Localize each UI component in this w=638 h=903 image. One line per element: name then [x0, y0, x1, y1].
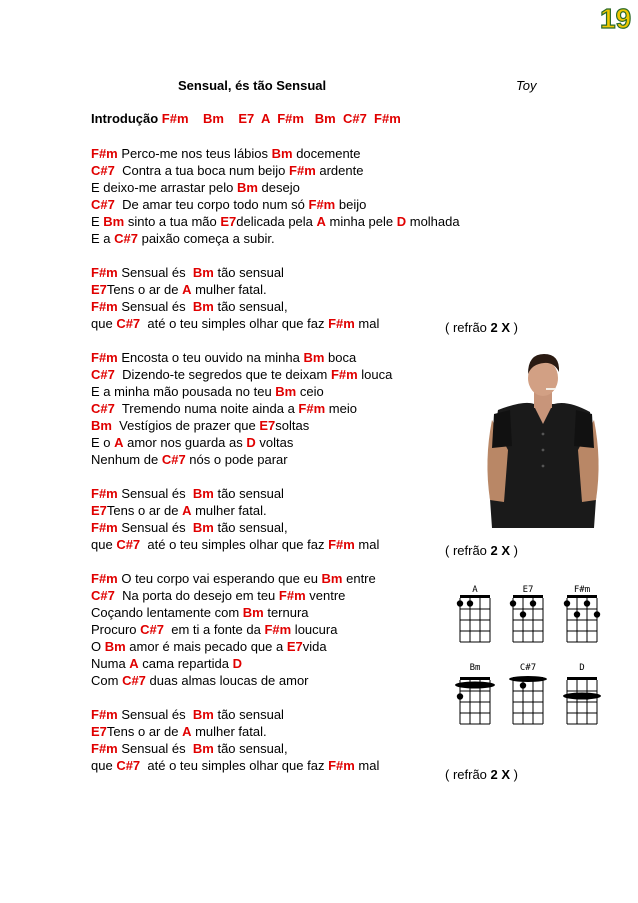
lyric-text: Nenhum de	[91, 452, 162, 467]
chord-name: F#m	[91, 299, 118, 314]
chord-name: Bm	[91, 418, 112, 433]
chord-name: C#7	[161, 452, 186, 467]
lyric-text: até o teu simples olhar que faz	[140, 758, 329, 773]
intro-chord: A	[261, 111, 270, 126]
lyric-text: De amar teu corpo todo num só	[114, 197, 309, 212]
chord-name: Bm	[104, 639, 126, 654]
lyric-text: Encosta o teu ouvido na minha	[117, 350, 304, 365]
chord-name: C#7	[116, 316, 141, 331]
lyric-text: amor nos guarda as	[123, 435, 247, 450]
chord-diagrams	[455, 580, 615, 740]
chord-name: A	[129, 656, 139, 671]
finger-dot	[510, 600, 516, 606]
lyric-text: tão sensual	[213, 486, 284, 501]
lyric-line	[91, 502, 541, 519]
song-artist: Toy	[516, 78, 537, 93]
chord-name: E7	[286, 639, 303, 654]
lyric-text: louca	[357, 367, 393, 382]
lyric-line	[91, 264, 541, 281]
lyric-text: E deixo-me arrastar pelo	[91, 180, 237, 195]
chord-name: C#7	[91, 401, 115, 416]
chord-name: A	[182, 503, 192, 518]
lyric-text: mal	[354, 758, 380, 773]
chord-nut	[567, 595, 597, 598]
lyric-text: tão sensual,	[213, 520, 288, 535]
lyric-text: mulher fatal.	[191, 724, 267, 739]
chord-name: F#m	[264, 622, 292, 637]
refrain-prefix: ( refrão	[445, 543, 491, 558]
chord-nut	[567, 677, 597, 680]
lyric-text: Tens o ar de	[106, 282, 183, 297]
lyric-text: mal	[354, 316, 380, 331]
lyric-line	[91, 281, 541, 298]
lyric-line	[91, 349, 541, 366]
lyric-text: boca	[324, 350, 357, 365]
lyric-text: Contra a tua boca num beijo	[114, 163, 290, 178]
lyric-text: Vestígios de prazer que	[111, 418, 260, 433]
chord-name: Bm	[303, 350, 325, 365]
page-number-graphic	[598, 2, 636, 32]
lyric-line	[91, 485, 541, 502]
chord-nut	[460, 677, 490, 680]
chord-name: F#m	[298, 401, 326, 416]
chord-name: F#m	[330, 367, 358, 382]
refrain-suffix: )	[510, 543, 518, 558]
lyric-text: duas almas loucas de amor	[145, 673, 309, 688]
lyric-line	[91, 519, 541, 536]
chord-name: C#7	[91, 367, 115, 382]
lyric-text: ardente	[315, 163, 364, 178]
lyric-text: paixão começa a subir.	[137, 231, 275, 246]
chord-name: E7	[91, 282, 107, 297]
lyric-text: voltas	[255, 435, 294, 450]
lyric-text: que	[91, 537, 117, 552]
lyric-line	[91, 230, 541, 247]
chord-name: Bm	[271, 146, 293, 161]
chord-name: E7	[91, 724, 107, 739]
chord-name: E7	[220, 214, 237, 229]
song-title: Sensual, és tão Sensual	[178, 78, 327, 93]
page-number-text: 19	[600, 3, 632, 32]
lyric-text: tão sensual,	[213, 741, 288, 756]
chord-diagram-label: E7	[522, 585, 534, 595]
lyric-line	[91, 740, 541, 757]
barre-bar	[563, 693, 601, 700]
finger-dot	[574, 611, 580, 617]
chord-name: A	[316, 214, 326, 229]
lyric-text: Sensual és	[117, 707, 193, 722]
lyric-text: beijo	[335, 197, 367, 212]
lyric-line	[91, 400, 541, 417]
lyric-text: E	[91, 214, 104, 229]
chord-nut	[513, 595, 543, 598]
intro-chord: E7	[238, 111, 255, 126]
artist-photo	[484, 350, 602, 528]
intro-chord: Bm	[314, 111, 336, 126]
lyric-text: ternura	[263, 605, 309, 620]
refrain-note	[445, 767, 518, 782]
refrain-prefix: ( refrão	[445, 320, 491, 335]
finger-dot	[467, 600, 473, 606]
chord-name: F#m	[328, 537, 355, 552]
lyric-line	[91, 383, 541, 400]
finger-dot	[457, 693, 463, 699]
chord-name: Bm	[242, 605, 264, 620]
intro-label: Introdução	[91, 111, 159, 126]
chord-diagram-label: C#7	[519, 663, 537, 673]
chord-name: Bm	[192, 486, 214, 501]
chord-diagram-label: A	[472, 585, 478, 595]
page-number-badge	[598, 2, 636, 32]
chord-diagram-graphic	[455, 580, 615, 740]
chord-name: F#m	[91, 741, 118, 756]
chord-name: A	[182, 724, 192, 739]
lyric-line	[91, 366, 541, 383]
refrain-suffix: )	[510, 767, 518, 782]
chord-name: F#m	[91, 707, 118, 722]
refrain-suffix: )	[510, 320, 518, 335]
finger-dot	[564, 600, 570, 606]
lyric-text: Sensual és	[117, 520, 193, 535]
lyric-text: O teu corpo vai esperando que eu	[117, 571, 322, 586]
lyric-text: vida	[302, 639, 327, 654]
lyric-text: loucura	[291, 622, 338, 637]
lyric-text: desejo	[257, 180, 300, 195]
chord-name: C#7	[116, 537, 141, 552]
lyric-text: minha pele	[325, 214, 397, 229]
lyric-text: que	[91, 758, 117, 773]
chord-name: F#m	[91, 520, 118, 535]
chord-name: C#7	[140, 622, 164, 637]
lyric-text: Na porta do desejo em teu	[114, 588, 279, 603]
lyric-text: Com	[91, 673, 123, 688]
lyric-text: Sensual és	[117, 265, 193, 280]
chord-name: Bm	[321, 571, 343, 586]
stanza-gap	[91, 468, 541, 485]
refrain-note	[445, 543, 518, 558]
lyric-line	[91, 213, 541, 230]
chord-name: F#m	[91, 146, 118, 161]
finger-dot	[584, 600, 590, 606]
artist-photo-graphic	[484, 350, 602, 528]
lyric-text: tão sensual	[213, 265, 284, 280]
stanza-gap	[91, 247, 541, 264]
chord-name: E7	[91, 503, 107, 518]
lyric-text: E a	[91, 231, 115, 246]
lyric-line	[91, 179, 541, 196]
lyric-text: sinto a tua mão	[124, 214, 221, 229]
chord-nut	[460, 595, 490, 598]
chord-name: C#7	[91, 163, 115, 178]
lyric-text: tão sensual,	[213, 299, 288, 314]
intro-chord: C#7	[342, 111, 367, 126]
chord-name: F#m	[308, 197, 336, 212]
chord-name: Bm	[192, 299, 214, 314]
lyric-text: que	[91, 316, 117, 331]
lyric-text: ceio	[296, 384, 324, 399]
chord-name: F#m	[91, 265, 118, 280]
refrain-note	[445, 320, 518, 335]
lyric-line	[91, 196, 541, 213]
chord-name: Bm	[236, 180, 258, 195]
lyric-text: Sensual és	[117, 299, 193, 314]
intro-chord: F#m	[374, 111, 401, 126]
chord-name: F#m	[328, 316, 355, 331]
chord-name: A	[114, 435, 124, 450]
intro-line	[91, 111, 401, 126]
chord-name: D	[396, 214, 407, 229]
finger-dot	[530, 600, 536, 606]
lyric-text: em ti a fonte da	[164, 622, 265, 637]
lyric-text: nós o pode parar	[185, 452, 288, 467]
lyric-line	[91, 162, 541, 179]
lyric-text: delicada pela	[236, 214, 317, 229]
lyric-text: cama repartida	[138, 656, 233, 671]
chord-name: F#m	[278, 588, 306, 603]
lyric-text: E o	[91, 435, 115, 450]
lyric-text: Numa	[91, 656, 130, 671]
lyric-text: mulher fatal.	[191, 503, 267, 518]
lyric-line	[91, 417, 541, 434]
chord-name: F#m	[289, 163, 316, 178]
finger-dot	[457, 600, 463, 606]
chord-name: C#7	[114, 231, 138, 246]
lyric-text: Procuro	[91, 622, 141, 637]
lyric-line	[91, 434, 541, 451]
chord-name: Bm	[192, 265, 214, 280]
lyric-text: mal	[354, 537, 380, 552]
lyric-text: Sensual és	[117, 741, 193, 756]
lyric-text: entre	[342, 571, 376, 586]
chord-name: D	[232, 656, 243, 671]
chord-name: Bm	[192, 707, 214, 722]
lyric-line	[91, 451, 541, 468]
barre-bar	[509, 676, 547, 682]
lyric-line	[91, 298, 541, 315]
lyric-text: Tremendo numa noite ainda a	[114, 401, 299, 416]
barre-bar	[455, 682, 495, 689]
lyric-text: docemente	[292, 146, 361, 161]
finger-dot	[520, 682, 526, 688]
intro-chord: F#m	[161, 111, 189, 126]
chord-name: F#m	[91, 486, 118, 501]
lyric-text: tão sensual	[213, 707, 284, 722]
lyric-text: E a minha mão pousada no teu	[91, 384, 276, 399]
intro-chord: F#m	[277, 111, 304, 126]
chord-name: C#7	[91, 588, 115, 603]
finger-dot	[594, 611, 600, 617]
finger-dot	[520, 611, 526, 617]
lyric-text: Tens o ar de	[106, 724, 183, 739]
lyric-text: até o teu simples olhar que faz	[140, 316, 329, 331]
lyric-text: Tens o ar de	[106, 503, 183, 518]
refrain-times: 2 X	[490, 543, 511, 558]
lyric-text: Sensual és	[117, 486, 193, 501]
lyric-text: amor é mais pecado que a	[125, 639, 287, 654]
chord-name: A	[182, 282, 192, 297]
chord-name: Bm	[103, 214, 125, 229]
lyric-text: molhada	[406, 214, 460, 229]
chord-name: C#7	[116, 758, 141, 773]
lyric-text: Coçando lentamente com	[91, 605, 243, 620]
chord-name: Bm	[275, 384, 297, 399]
lyric-text: meio	[325, 401, 357, 416]
intro-chord: Bm	[202, 111, 224, 126]
chord-name: F#m	[91, 350, 118, 365]
chord-diagram-label: D	[579, 663, 585, 673]
chord-name: C#7	[122, 673, 146, 688]
lyric-text: Perco-me nos teus lábios	[117, 146, 272, 161]
chord-diagram-label: Bm	[469, 663, 481, 673]
lyric-text: mulher fatal.	[191, 282, 267, 297]
chord-name: C#7	[91, 197, 115, 212]
chord-name: D	[246, 435, 256, 450]
chord-name: Bm	[192, 520, 214, 535]
lyric-text: O	[91, 639, 105, 654]
refrain-prefix: ( refrão	[445, 767, 491, 782]
lyric-text: soltas	[275, 418, 310, 433]
chord-name: E7	[259, 418, 276, 433]
lyric-text: ventre	[305, 588, 346, 603]
chord-name: Bm	[192, 741, 214, 756]
chord-diagram-label: F#m	[573, 585, 591, 595]
chord-name: F#m	[328, 758, 355, 773]
refrain-times: 2 X	[490, 767, 511, 782]
refrain-times: 2 X	[490, 320, 511, 335]
lyric-line	[91, 145, 541, 162]
chord-name: F#m	[91, 571, 118, 586]
lyric-text: Dizendo-te segredos que te deixam	[114, 367, 331, 382]
lyric-text: até o teu simples olhar que faz	[140, 537, 329, 552]
